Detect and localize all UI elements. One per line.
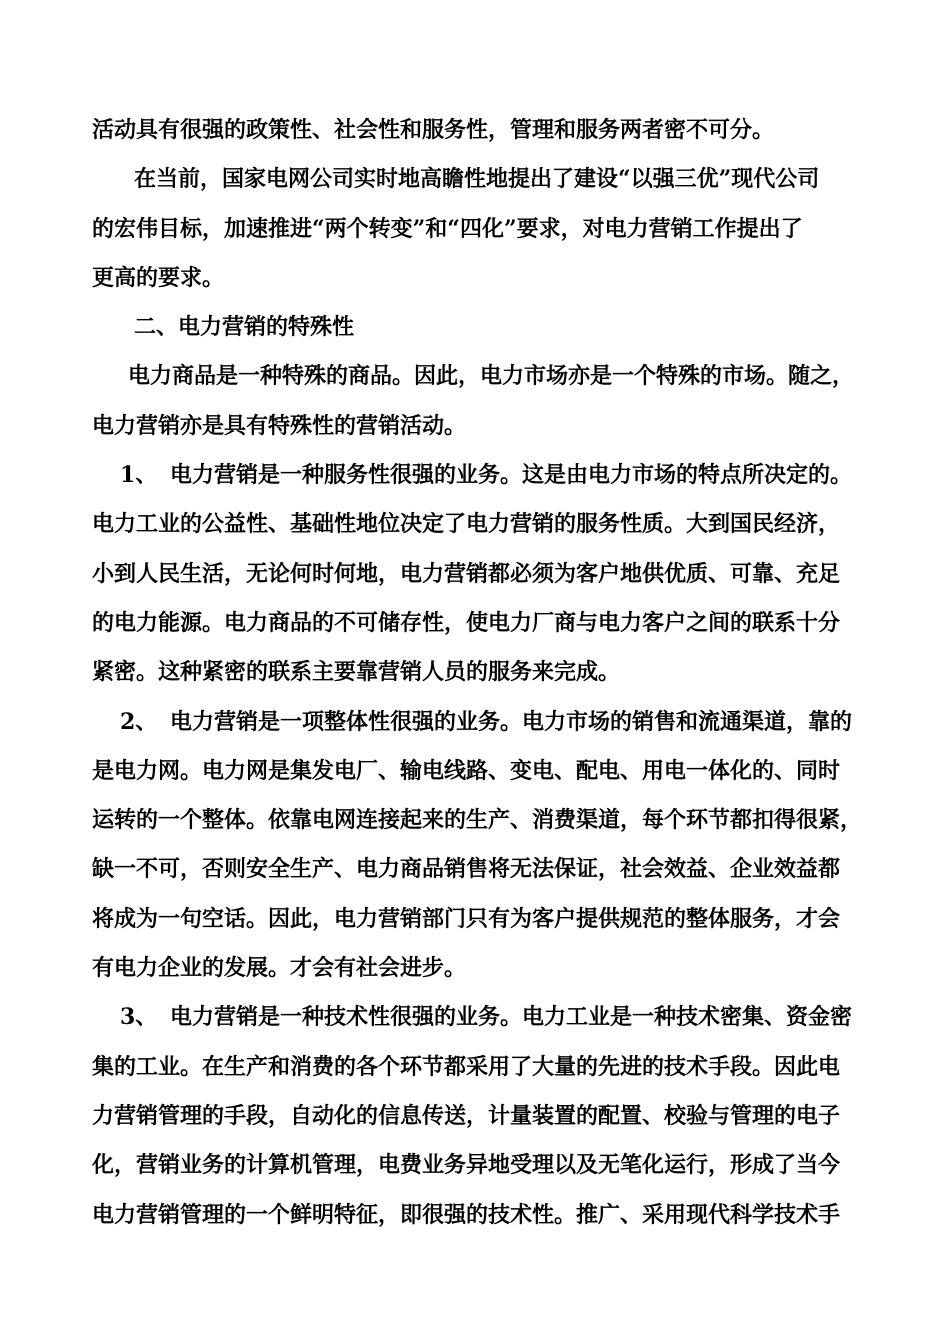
paragraph-line: 电力营销亦是具有特殊性的营销活动。 <box>92 412 467 439</box>
paragraph-line: 的宏伟目标，加速推进“两个转变”和“四化”要求，对电力营销工作提出了 <box>92 215 803 242</box>
paragraph-line: 在当前，国家电网公司实时地高瞻性地提出了建设“以强三优”现代公司 <box>134 166 820 193</box>
paragraph-line: 将成为一句空话。因此，电力营销部门只有为客户提供规范的整体服务，才会 <box>92 905 841 932</box>
list-item-text: 电力营销是一种服务性很强的业务。这是由电力市场的特点所决定的。 <box>170 462 853 489</box>
paragraph-line: 电力工业的公益性、基础性地位决定了电力营销的服务性质。大到国民经济， <box>92 511 841 538</box>
paragraph-line: 紧密。这种紧密的联系主要靠营销人员的服务来完成。 <box>92 659 621 686</box>
document-body <box>92 106 892 1240</box>
paragraph-line: 缺一不可，否则安全生产、电力商品销售将无法保证，社会效益、企业效益都 <box>92 856 841 883</box>
paragraph-line: 活动具有很强的政策性、社会性和服务性，管理和服务两者密不可分。 <box>92 117 775 143</box>
paragraph-line: 小到人民生活，无论何时何地，电力营销都必须为客户地供优质、可靠、充足 <box>92 560 841 587</box>
section-heading: 二、电力营销的特殊性 <box>134 314 355 341</box>
list-item-text: 电力营销是一项整体性很强的业务。电力市场的销售和流通渠道，靠的 <box>170 708 853 735</box>
paragraph-line: 的电力能源。电力商品的不可储存性，使电力厂商与电力客户之间的联系十分 <box>92 609 841 636</box>
list-item-line <box>92 993 892 1042</box>
list-number: 1、 <box>120 462 158 489</box>
paragraph-line: 是电力网。电力网是集发电厂、输电线路、变电、配电、用电一体化的、同时 <box>92 757 841 784</box>
paragraph-line: 电力商品是一种特殊的商品。因此，电力市场亦是一个特殊的市场。随之， <box>128 363 855 390</box>
paragraph-line: 有电力企业的发展。才会有社会进步。 <box>92 955 467 982</box>
paragraph-line: 化，营销业务的计算机管理，电费业务异地受理以及无笔化运行，形成了当今 <box>92 1152 841 1179</box>
paragraph-line: 力营销管理的手段，自动化的信息传送，计量装置的配置、校验与管理的电子 <box>92 1102 841 1129</box>
paragraph-line: 电力营销管理的一个鲜明特征，即很强的技术性。推广、采用现代科学技术手 <box>92 1201 841 1228</box>
paragraph-line: 集的工业。在生产和消费的各个环节都采用了大量的先进的技术手段。因此电 <box>92 1053 841 1080</box>
list-item-text: 电力营销是一种技术性很强的业务。电力工业是一种技术密集、资金密 <box>170 1004 853 1031</box>
paragraph-line: 运转的一个整体。依靠电网连接起来的生产、消费渠道，每个环节都扣得很紧， <box>92 807 863 834</box>
list-item-line <box>92 451 892 500</box>
list-number: 2、 <box>120 708 158 735</box>
list-number: 3、 <box>120 1004 158 1031</box>
paragraph-line: 更高的要求。 <box>92 264 225 291</box>
list-item-line <box>92 698 892 747</box>
